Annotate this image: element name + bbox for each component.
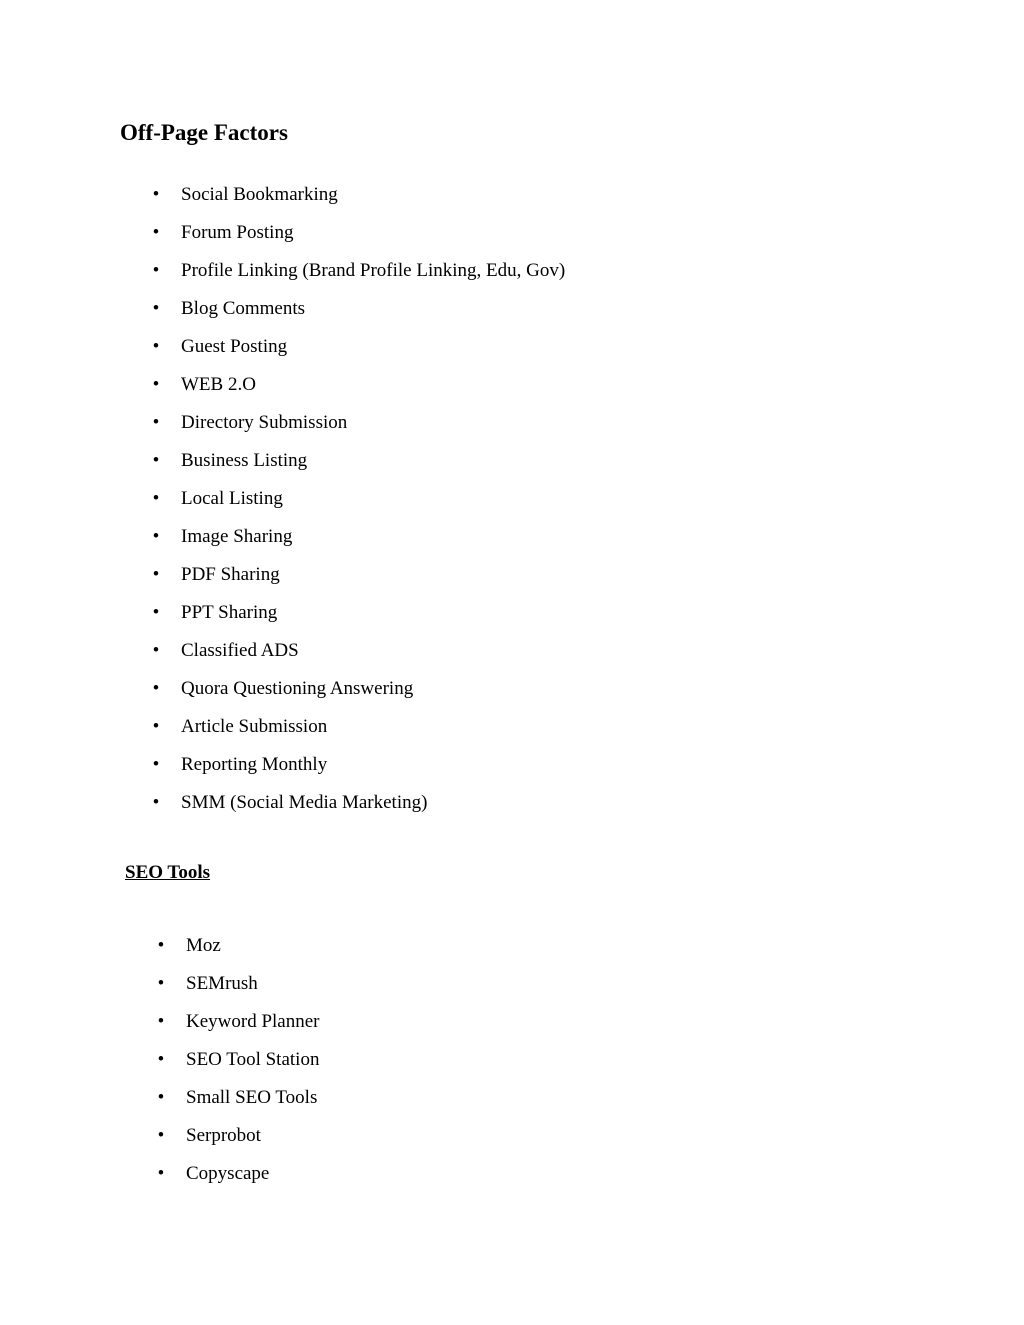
bullet-icon: • xyxy=(152,564,160,585)
list-item-label: Directory Submission xyxy=(181,412,348,433)
bullet-icon: • xyxy=(157,1049,165,1070)
bullet-icon: • xyxy=(152,716,160,737)
off-page-factors-heading: Off-Page Factors xyxy=(120,120,288,145)
list-item-label: Business Listing xyxy=(181,450,308,471)
bullet-icon: • xyxy=(152,298,160,319)
list-item-label: Small SEO Tools xyxy=(186,1087,318,1108)
bullet-icon: • xyxy=(152,336,160,357)
bullet-icon: • xyxy=(157,1011,165,1032)
list-item-label: SEMrush xyxy=(186,973,258,994)
list-item-label: Forum Posting xyxy=(181,222,294,243)
list-item-label: Quora Questioning Answering xyxy=(181,678,414,699)
list-item-label: PPT Sharing xyxy=(181,602,278,623)
list-item-label: Moz xyxy=(186,935,221,956)
list-item-label: Article Submission xyxy=(181,716,328,737)
list-item-label: Image Sharing xyxy=(181,526,293,547)
seo-tools-heading: SEO Tools xyxy=(125,862,211,883)
bullet-icon: • xyxy=(152,450,160,471)
bullet-icon: • xyxy=(157,1087,165,1108)
bullet-icon: • xyxy=(152,412,160,433)
list-item-label: Profile Linking (Brand Profile Linking, Edu, Gov) xyxy=(181,260,566,281)
list-item-label: Blog Comments xyxy=(181,298,306,319)
list-item-label: SMM (Social Media Marketing) xyxy=(181,792,428,813)
bullet-icon: • xyxy=(152,792,160,813)
list-item-label: Serprobot xyxy=(186,1125,261,1146)
bullet-icon: • xyxy=(152,222,160,243)
bullet-icon: • xyxy=(152,260,160,281)
bullet-icon: • xyxy=(152,374,160,395)
bullet-icon: • xyxy=(152,678,160,699)
list-item-label: Copyscape xyxy=(186,1163,270,1184)
bullet-icon: • xyxy=(157,1125,165,1146)
bullet-icon: • xyxy=(152,640,160,661)
list-item-label: Local Listing xyxy=(181,488,283,509)
list-item-label: WEB 2.O xyxy=(181,374,256,395)
list-item-label: Reporting Monthly xyxy=(181,754,328,775)
bullet-icon: • xyxy=(152,602,160,623)
bullet-icon: • xyxy=(152,754,160,775)
list-item-label: SEO Tool Station xyxy=(186,1049,320,1070)
bullet-icon: • xyxy=(157,1163,165,1184)
bullet-icon: • xyxy=(152,184,160,205)
list-item-label: Social Bookmarking xyxy=(181,184,338,205)
list-item-label: Keyword Planner xyxy=(186,1011,320,1032)
bullet-icon: • xyxy=(152,526,160,547)
list-item-label: Classified ADS xyxy=(181,640,299,661)
list-item-label: Guest Posting xyxy=(181,336,288,357)
list-item-label: PDF Sharing xyxy=(181,564,280,585)
bullet-icon: • xyxy=(152,488,160,509)
bullet-icon: • xyxy=(157,935,165,956)
bullet-icon: • xyxy=(157,973,165,994)
